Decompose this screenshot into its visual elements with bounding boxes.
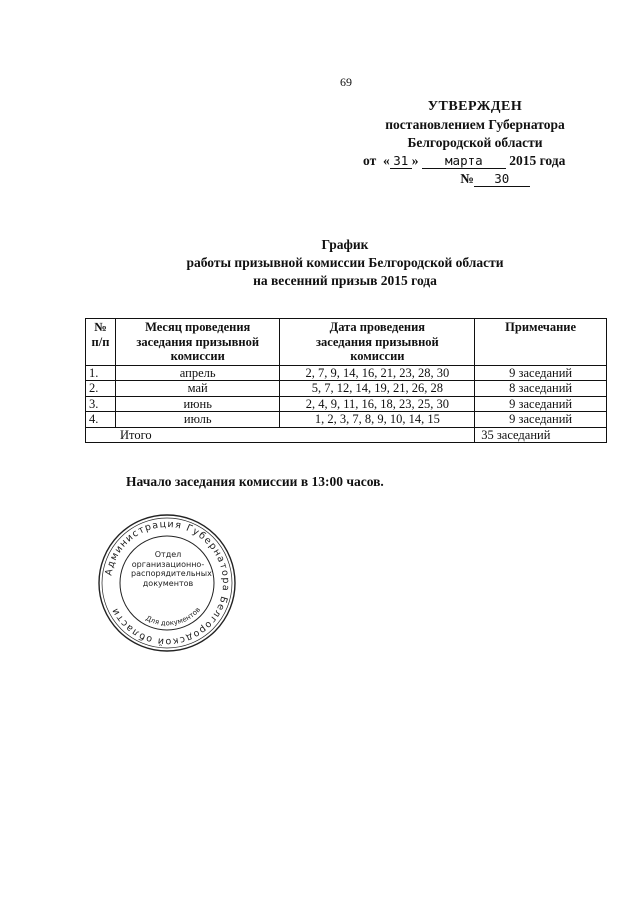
header-dates-line-2: заседания призывной (315, 334, 439, 349)
header-note (475, 319, 607, 366)
table-total-row (86, 427, 607, 443)
row-num: 3. (86, 396, 116, 412)
schedule-table (85, 318, 607, 443)
header-month-line-2: заседания призывной (136, 334, 260, 349)
title-line-1: График (321, 237, 369, 252)
table-row (86, 365, 607, 381)
header-num-line-2: п/п (91, 334, 110, 349)
seal-center-line-2: организационно- (131, 559, 205, 569)
start-time-note: Начало заседания комиссии в 13:00 часов. (126, 474, 384, 489)
header-month-line-3: комиссии (170, 349, 225, 363)
row-num: 1. (86, 365, 116, 381)
header-num-line-1: № (94, 320, 107, 334)
date-month: марта (422, 154, 506, 169)
title-line-2: работы призывной комиссии Белгородской области (186, 255, 504, 270)
page-number: 69 (340, 75, 352, 89)
approval-block (355, 98, 595, 188)
total-note: 35 заседаний (475, 427, 607, 443)
seal-center-line-3: распорядительных (131, 569, 212, 578)
seal-center-line-4: документов (142, 578, 194, 588)
number-value: 30 (474, 172, 530, 187)
seal-ring-text: Администрация Губернатора Белгородской области (103, 518, 232, 648)
approval-number-line (355, 170, 595, 188)
row-dates: 2, 7, 9, 14, 16, 21, 23, 28, 30 (280, 365, 475, 381)
title-line-3: на весенний призыв 2015 года (253, 273, 437, 288)
row-month: май (115, 381, 280, 397)
row-note: 9 заседаний (475, 396, 607, 412)
row-month: июль (115, 412, 280, 428)
header-dates (280, 319, 475, 366)
table-row (86, 396, 607, 412)
approval-heading: УТВЕРЖДЕН (427, 99, 523, 114)
date-year: 2015 года (509, 153, 566, 168)
row-num: 2. (86, 381, 116, 397)
row-dates: 1, 2, 3, 7, 8, 9, 10, 14, 15 (280, 412, 475, 428)
header-month (115, 319, 280, 366)
number-sign: № (460, 171, 474, 186)
header-num (86, 319, 116, 366)
row-note: 8 заседаний (475, 381, 607, 397)
header-dates-line-3: комиссии (350, 349, 405, 363)
seal-center-line-1: Отдел (154, 550, 182, 559)
row-dates: 2, 4, 9, 11, 16, 18, 23, 25, 30 (280, 396, 475, 412)
header-dates-line-1: Дата проведения (329, 320, 426, 334)
row-month: апрель (115, 365, 280, 381)
date-open-quote: « (382, 153, 390, 168)
table-header-row (86, 319, 607, 366)
document-title (90, 236, 600, 290)
row-dates: 5, 7, 12, 14, 19, 21, 26, 28 (280, 381, 475, 397)
header-month-line-1: Месяц проведения (145, 320, 251, 334)
approval-line-1: постановлением Губернатора (385, 117, 565, 132)
date-close-quote: » (411, 153, 419, 168)
seal-bottom-text: Для документов (144, 605, 203, 628)
table-row (86, 412, 607, 428)
header-note-line-1: Примечание (505, 320, 577, 334)
row-note: 9 заседаний (475, 365, 607, 381)
date-day: 31 (390, 154, 412, 169)
approval-date-line (355, 152, 595, 170)
total-label: Итого (86, 427, 475, 443)
date-prefix: от (363, 153, 377, 168)
row-note: 9 заседаний (475, 412, 607, 428)
table-row (86, 381, 607, 397)
row-month: июнь (115, 396, 280, 412)
row-num: 4. (86, 412, 116, 428)
approval-line-2: Белгородской области (407, 135, 543, 150)
seal-center-text (131, 550, 212, 614)
